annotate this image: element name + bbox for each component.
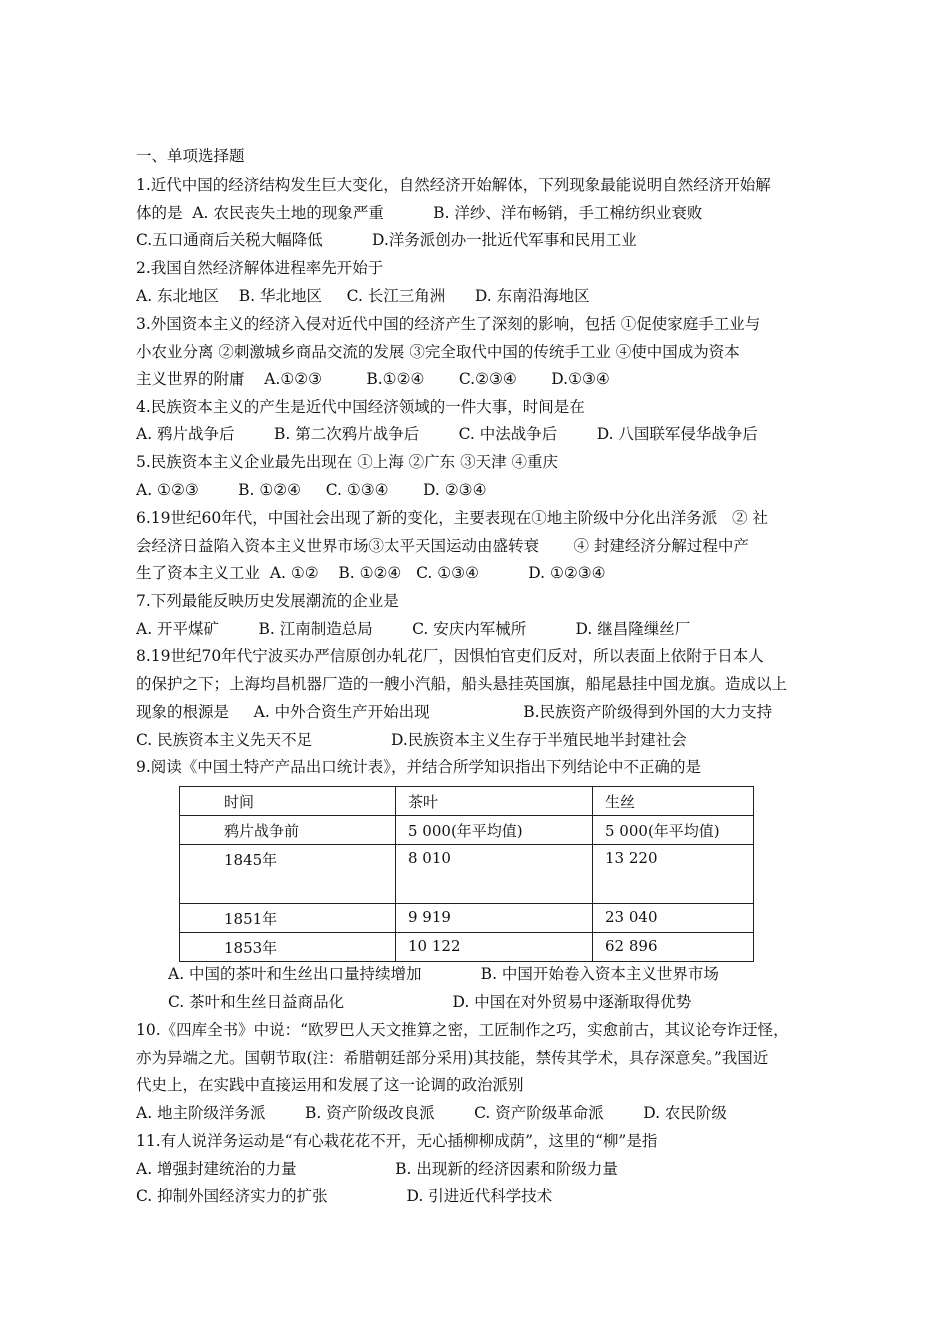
question-8-line-4: C. 民族资本主义先天不足 D.民族资本主义生存于半殖民地半封建社会: [136, 731, 687, 749]
question-6-line-3: 生了资本主义工业 A. ①② B. ①②④ C. ①③④ D. ①②③④: [136, 564, 606, 582]
table-row: [180, 816, 754, 845]
table-cell: 9 919: [396, 904, 593, 933]
question-9-line-1: 9.阅读《中国土特产产品出口统计表》，并结合所学知识指出下列结论中不正确的是: [136, 758, 702, 776]
question-6-line-2: 会经济日益陷入资本主义世界市场③太平天国运动由盛转衰 ④ 封建经济分解过程中产: [136, 537, 749, 555]
table-cell: 1845年: [180, 845, 396, 904]
question-1-line-2: 体的是 A. 农民丧失土地的现象严重 B. 洋纱、洋布畅销，手工棉纺织业衰败: [136, 204, 703, 222]
question-10-line-1: 10.《四库全书》中说：“欧罗巴人天文推算之密，工匠制作之巧，实愈前古，其议论夸诈迂怪，: [136, 1021, 789, 1039]
question-8-line-3: 现象的根源是 A. 中外合资生产开始出现 B.民族资产阶级得到外国的大力支持: [136, 703, 773, 721]
table-row: [180, 933, 754, 962]
table-cell: 8 010: [396, 845, 593, 904]
question-1-line-1: 1.近代中国的经济结构发生巨大变化，自然经济开始解体，下列现象最能说明自然经济开始解: [136, 176, 771, 194]
table-row: [180, 904, 754, 933]
question-1-line-3: C.五口通商后关税大幅降低 D.洋务派创办一批近代军事和民用工业: [136, 231, 637, 249]
table-cell: 1853年: [180, 933, 396, 962]
table-cell: 62 896: [593, 933, 754, 962]
question-10-line-3: 代史上，在实践中直接运用和发展了这一论调的政治派别: [136, 1076, 524, 1094]
question-4-line-1: 4.民族资本主义的产生是近代中国经济领域的一件大事，时间是在: [136, 398, 585, 416]
question-7-options: A. 开平煤矿 B. 江南制造总局 C. 安庆内军械所 D. 继昌隆缫丝厂: [136, 620, 691, 638]
table-cell: 5 000(年平均值): [396, 816, 593, 845]
question-11-options-line-1: A. 增强封建统治的力量 B. 出现新的经济因素和阶级力量: [136, 1160, 618, 1178]
table-cell: 鸦片战争前: [180, 816, 396, 845]
table-header-cell: 时间: [180, 787, 396, 816]
question-2-line-1: 2.我国自然经济解体进程率先开始于: [136, 259, 384, 277]
section-title: 一、单项选择题: [136, 147, 245, 165]
table-cell: 1851年: [180, 904, 396, 933]
export-stats-table: [179, 786, 754, 962]
table-header-cell: 生丝: [593, 787, 754, 816]
table-header-cell: 茶叶: [396, 787, 593, 816]
question-3-line-3: 主义世界的附庸 A.①②③ B.①②④ C.②③④ D.①③④: [136, 370, 610, 388]
table-cell: 23 040: [593, 904, 754, 933]
question-7-line-1: 7.下列最能反映历史发展潮流的企业是: [136, 592, 399, 610]
question-8-line-2: 的保护之下；上海均昌机器厂造的一艘小汽船，船头悬挂英国旗，船尾悬挂中国龙旗。造成以上: [136, 675, 788, 693]
question-4-options: A. 鸦片战争后 B. 第二次鸦片战争后 C. 中法战争后 D. 八国联军侵华战争后: [136, 425, 758, 443]
question-8-line-1: 8.19世纪70年代宁波买办严信原创办轧花厂，因惧怕官吏们反对，所以表面上依附于日本人: [136, 647, 764, 665]
table-row: [180, 845, 754, 904]
question-2-options: A. 东北地区 B. 华北地区 C. 长江三角洲 D. 东南沿海地区: [136, 287, 590, 305]
table-cell: 5 000(年平均值): [593, 816, 754, 845]
question-3-line-1: 3.外国资本主义的经济入侵对近代中国的经济产生了深刻的影响，包括 ①促使家庭手工业与: [136, 315, 761, 333]
question-6-line-1: 6.19世纪60年代，中国社会出现了新的变化，主要表现在①地主阶级中分化出洋务派 ② 社: [136, 509, 768, 527]
table-cell: 10 122: [396, 933, 593, 962]
table-header-row: [180, 787, 754, 816]
question-5-line-1: 5.民族资本主义企业最先出现在 ①上海 ②广东 ③天津 ④重庆: [136, 453, 558, 471]
question-9-options-line-2: C. 茶叶和生丝日益商品化 D. 中国在对外贸易中逐渐取得优势: [168, 993, 692, 1011]
question-10-line-2: 亦为异端之尤。国朝节取(注：希腊朝廷部分采用)其技能，禁传其学术，具存深意矣。”我国近: [136, 1049, 769, 1067]
question-9-options-line-1: A. 中国的茶叶和生丝出口量持续增加 B. 中国开始卷入资本主义世界市场: [168, 965, 719, 983]
question-11-line-1: 11.有人说洋务运动是“有心栽花花不开，无心插柳柳成荫”，这里的“柳”是指: [136, 1132, 658, 1150]
question-5-options: A. ①②③ B. ①②④ C. ①③④ D. ②③④: [136, 481, 487, 499]
question-11-options-line-2: C. 抑制外国经济实力的扩张 D. 引进近代科学技术: [136, 1187, 553, 1205]
table-cell: 13 220: [593, 845, 754, 904]
question-3-line-2: 小农业分离 ②刺激城乡商品交流的发展 ③完全取代中国的传统手工业 ④使中国成为资本: [136, 343, 740, 361]
question-10-options: A. 地主阶级洋务派 B. 资产阶级改良派 C. 资产阶级革命派 D. 农民阶级: [136, 1104, 727, 1122]
